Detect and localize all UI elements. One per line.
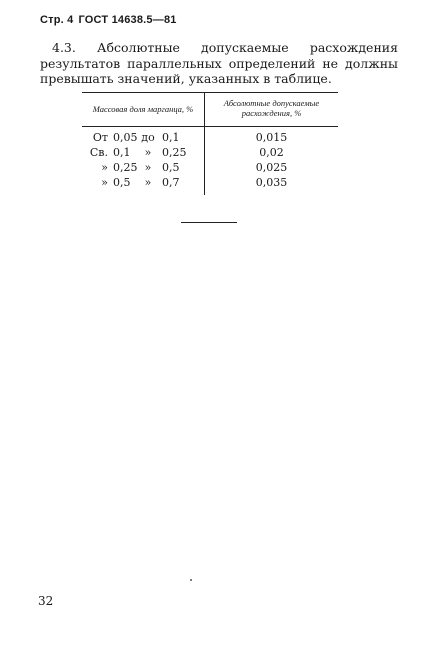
tolerance-value: 0,025 — [255, 161, 288, 174]
column-header-tolerance-line2: расхождения, % — [241, 108, 302, 118]
range-separator: до — [141, 131, 155, 144]
tolerance-value: 0,02 — [259, 146, 284, 159]
page-number: 32 — [38, 594, 54, 608]
table-row — [82, 130, 338, 145]
range-separator: » — [144, 146, 152, 159]
range-prefix: » — [101, 176, 108, 189]
range-prefix: » — [101, 161, 108, 174]
range-prefix: Св. — [89, 146, 108, 159]
table-row — [82, 175, 338, 190]
range-lower: 0,25 — [113, 161, 138, 174]
clause-paragraph: 4.3. Абсолютные допускаемые расхождения результатов параллельных определений не должны превышать значений, указанных в таблице. — [40, 40, 398, 86]
column-header-tolerance-line1: Абсолютные допускаемые — [223, 98, 320, 108]
range-upper: 0,1 — [162, 131, 180, 144]
range-upper: 0,25 — [162, 146, 187, 159]
page-label: Стр. 4 — [40, 14, 74, 26]
tolerance-table — [82, 92, 338, 190]
page-header — [40, 14, 182, 26]
range-separator: » — [144, 176, 152, 189]
tolerance-value: 0,015 — [255, 131, 288, 144]
column-header-manganese: Массовая доля марганца, % — [92, 104, 194, 114]
standard-code: ГОСТ 14638.5—81 — [78, 14, 177, 26]
range-upper: 0,7 — [162, 176, 180, 189]
range-prefix: От — [92, 131, 108, 144]
table-body — [82, 127, 338, 190]
range-lower: 0,05 — [113, 131, 138, 144]
stray-dot — [190, 579, 192, 581]
table-header — [82, 92, 338, 127]
table-row — [82, 160, 338, 175]
range-lower: 0,5 — [113, 176, 131, 189]
column-header-tolerance — [205, 98, 338, 118]
tolerance-value: 0,035 — [255, 176, 288, 189]
table-row — [82, 145, 338, 160]
range-upper: 0,5 — [162, 161, 180, 174]
end-rule — [181, 222, 237, 223]
range-separator: » — [144, 161, 152, 174]
range-lower: 0,1 — [113, 146, 131, 159]
